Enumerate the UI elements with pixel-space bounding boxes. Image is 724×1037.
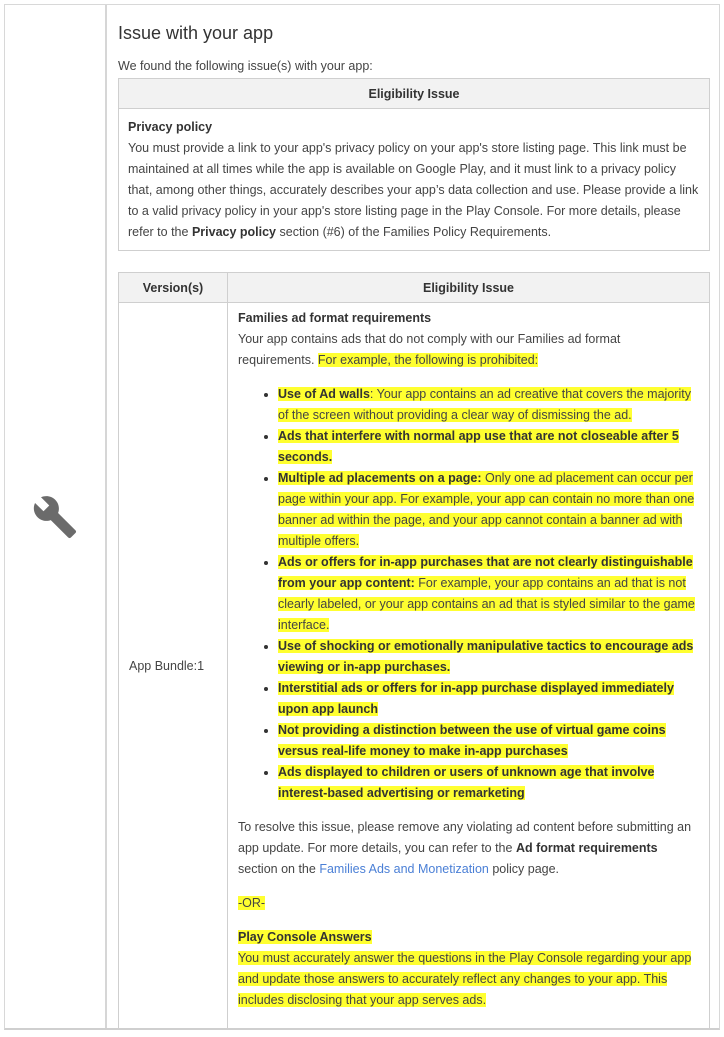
prohibited-item-title: Interstitial ads or offers for in-app purchase displayed immediately upon app launch xyxy=(278,681,674,716)
privacy-body-end: section (#6) of the Families Policy Requirements. xyxy=(276,225,552,239)
page-title: Issue with your app xyxy=(118,23,274,43)
prohibited-item xyxy=(278,552,697,636)
eligibility-header: Eligibility Issue xyxy=(119,79,710,109)
prohibited-item-title: Use of shocking or emotionally manipulative tactics to encourage ads viewing or in-app purchases. xyxy=(278,639,694,674)
families-ads-link[interactable]: Families Ads and Monetization xyxy=(319,862,489,876)
ad-format-intro-text: Your app contains ads that do not comply with our Families ad format requirements. xyxy=(238,332,621,367)
privacy-policy-ref: Privacy policy xyxy=(191,225,277,239)
or-text: -OR- xyxy=(238,896,266,910)
eligibility-header-2: Eligibility Issue xyxy=(228,273,710,303)
prohibited-item-text: : Your app contains an ad creative that covers the majority of the screen without providing a clear way of dismissing the ad. xyxy=(278,387,691,422)
resolve-text-start: To resolve this issue, please remove any violating ad content before submitting an app update. For more details, you can refer to the xyxy=(238,820,692,855)
version-cell: App Bundle:1 xyxy=(119,303,228,1030)
wrench-icon xyxy=(32,494,78,540)
privacy-body xyxy=(128,138,700,243)
resolve-text xyxy=(238,817,697,880)
resolve-text-mid: section on the xyxy=(238,862,320,876)
privacy-body-text: You must provide a link to your app's privacy policy on your app's store listing page. This link must be maintained at all times while the app is available on Google Play, and it must link to a privacy policy that, among other things, accurately describes your app’s data collection and use. Please provide a link to a valid privacy policy in your app's store listing page in the Play Console. For more details, please refer to the xyxy=(128,141,699,239)
privacy-issue-cell xyxy=(119,109,710,251)
prohibited-item xyxy=(278,762,697,804)
prohibited-item-title: Ads that interfere with normal app use that are not closeable after 5 seconds. xyxy=(278,429,679,464)
prohibited-item-title: Use of Ad walls xyxy=(278,387,370,401)
prohibited-item xyxy=(278,468,697,552)
ad-format-ref: Ad format requirements xyxy=(515,841,658,855)
prohibited-item-title: Ads displayed to children or users of unknown age that involve interest-based advertising or remarketing xyxy=(278,765,655,800)
prohibited-item-title: Ads or offers for in-app purchases that are not clearly distinguishable from your app content: xyxy=(278,555,693,590)
issue-card xyxy=(4,4,720,1030)
issue-content xyxy=(107,5,719,1028)
prohibited-intro: For example, the following is prohibited: xyxy=(317,353,539,367)
prohibited-item xyxy=(278,678,697,720)
prohibited-item-text: Only one ad placement can occur per page within your app. For example, your app can contain no more than one banner ad within the page, and your app cannot contain a banner ad with multiple offers. xyxy=(278,471,695,548)
privacy-issue-table xyxy=(118,78,710,251)
ad-format-intro xyxy=(238,329,697,371)
answers-heading: Play Console Answers xyxy=(238,930,372,944)
or-separator xyxy=(238,893,697,914)
intro-text: We found the following issue(s) with your app: xyxy=(118,59,373,73)
ad-format-heading: Families ad format requirements xyxy=(238,311,432,325)
prohibited-item xyxy=(278,426,697,468)
prohibited-item xyxy=(278,384,697,426)
prohibited-item xyxy=(278,720,697,762)
prohibited-item xyxy=(278,636,697,678)
resolve-text-end: policy page. xyxy=(488,862,560,876)
prohibited-item-title: Multiple ad placements on a page: xyxy=(278,471,482,485)
ad-issue-cell xyxy=(228,303,710,1030)
prohibited-item-title: Not providing a distinction between the use of virtual game coins versus real-life money to make in-app purchases xyxy=(278,723,666,758)
prohibited-list xyxy=(238,384,697,804)
privacy-heading: Privacy policy xyxy=(128,120,213,134)
answers-section xyxy=(238,927,697,1011)
answers-body: You must accurately answer the questions in the Play Console regarding your app and update those answers to accurately reflect any changes to your app. This includes disclosing that your app serves ads. xyxy=(238,951,692,1007)
ad-format-issue-table xyxy=(118,272,710,1030)
version-header: Version(s) xyxy=(119,273,228,303)
icon-column xyxy=(5,5,107,1028)
prohibited-item-text: For example, your app contains an ad that is not clearly labeled, or your app contains an ad that is styled similar to the game interface. xyxy=(278,576,695,632)
